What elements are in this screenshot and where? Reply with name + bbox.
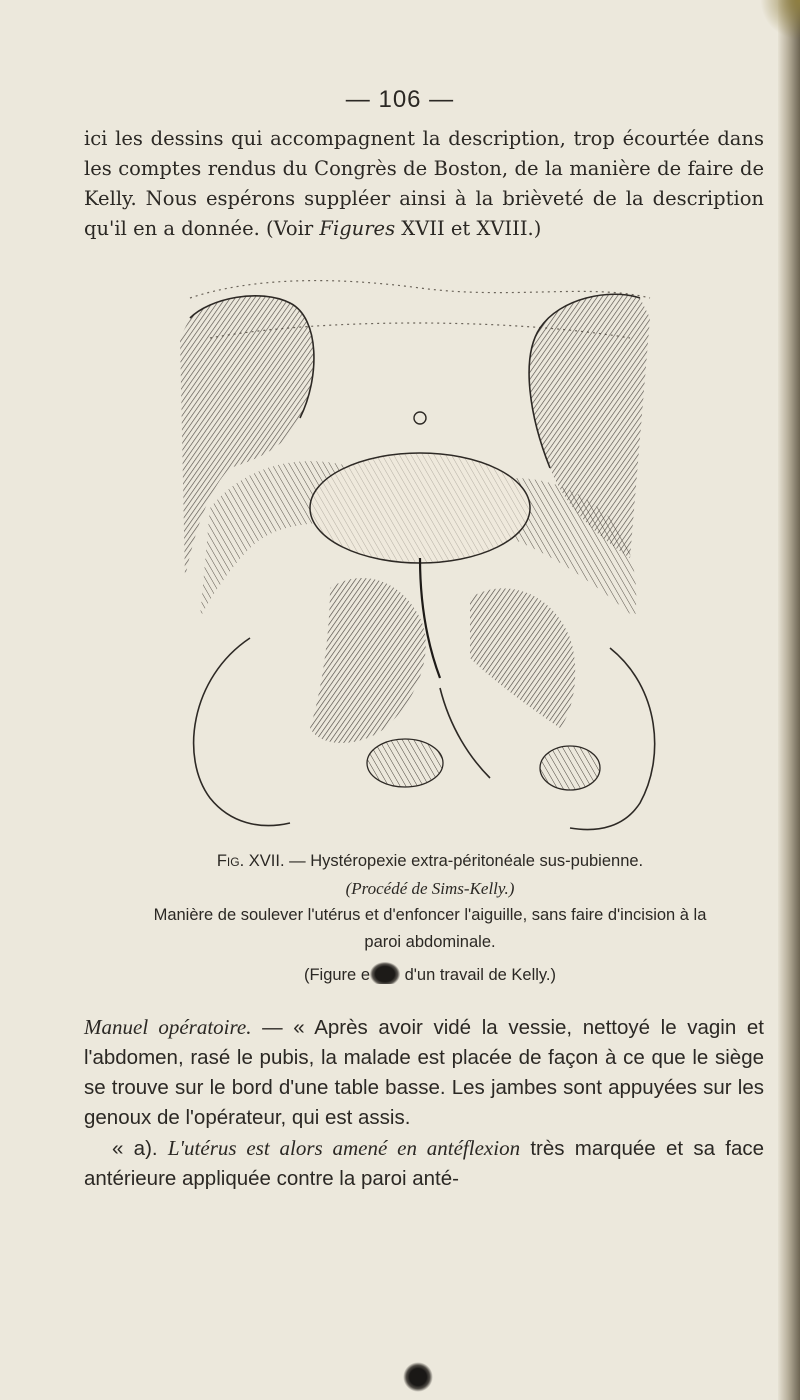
figure-title: — Hystéropexie extra-péritonéale sus-pubienne. bbox=[284, 852, 644, 870]
caption-source-before: (Figure e bbox=[303, 966, 370, 984]
ink-blot-icon bbox=[370, 962, 400, 984]
figures-numbers: XVII et XVIII.) bbox=[395, 217, 542, 240]
paragraph-2-marker: « a). bbox=[112, 1137, 158, 1160]
figure-illustration bbox=[170, 258, 670, 838]
paragraph-1 bbox=[84, 1012, 764, 1133]
paragraph-2-emphasis: L'utérus est alors amené en antéflexion bbox=[167, 1136, 521, 1160]
paragraph-2 bbox=[84, 1133, 764, 1194]
caption-source bbox=[150, 962, 710, 989]
page-edge-shadow bbox=[778, 0, 800, 1400]
uterus-body bbox=[310, 453, 530, 563]
caption-source-after: d'un travail de Kelly.) bbox=[400, 966, 557, 984]
lower-fingers bbox=[310, 578, 600, 790]
page-number: — 106 — bbox=[345, 86, 455, 113]
section-heading: Manuel opératoire. bbox=[84, 1015, 252, 1039]
ink-mark-icon bbox=[403, 1362, 433, 1392]
intro-paragraph bbox=[84, 124, 764, 244]
figure-caption bbox=[150, 848, 710, 989]
right-hand bbox=[467, 294, 650, 618]
figures-reference: Figures bbox=[319, 217, 396, 240]
caption-procedure: (Procédé de Sims-Kelly.) bbox=[345, 879, 515, 898]
caption-description: Manière de soulever l'utérus et d'enfoncer l'aiguille, sans faire d'incision à la paroi abdominale. bbox=[153, 906, 707, 951]
intro-text: ici les dessins qui accompagnent la description, trop écourtée dans les comptes rendus du Congrès de Boston, de la manière de faire de Kelly. Nous espérons suppléer ainsi à la brièveté de la description qu'il en a donnée. (Voir bbox=[84, 127, 764, 240]
hands-uterus-engraving-icon bbox=[170, 258, 670, 838]
paragraph-2-rest: très marquée et sa face antérieure appliquée contre la paroi anté- bbox=[84, 1137, 765, 1190]
caption-title bbox=[150, 848, 710, 875]
left-hand bbox=[180, 296, 398, 618]
buttocks-outline bbox=[194, 638, 655, 830]
body-text bbox=[84, 1012, 764, 1194]
figure-label: Fig. XVII. bbox=[216, 852, 285, 870]
page-corner-stain bbox=[760, 0, 800, 40]
paragraph-1-text: — « Après avoir vidé la vessie, nettoyé le vagin et l'abdomen, rasé le pubis, la malade est placée de façon à ce que le siège se trouve sur le bord d'une table basse. Les jambes sont appuyées sur les genoux de l'opérateur, qui est assis. bbox=[84, 1016, 765, 1129]
